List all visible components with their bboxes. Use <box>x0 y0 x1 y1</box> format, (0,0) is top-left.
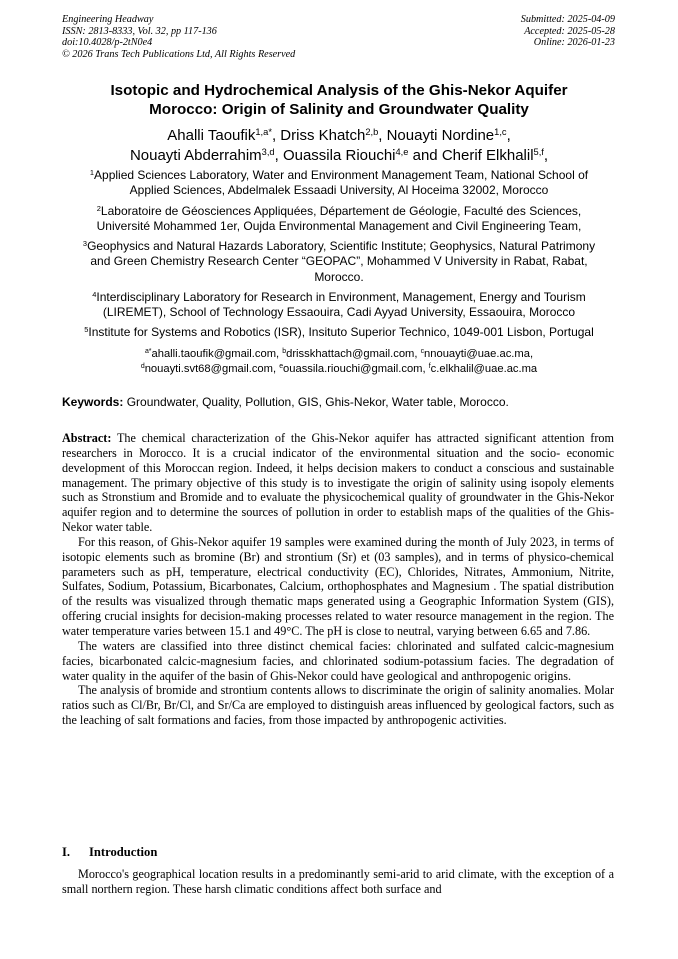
title-line: Morocco: Origin of Salinity and Groundwater Quality <box>149 101 529 118</box>
email-mark: f <box>428 362 431 370</box>
affiliation-line <box>66 290 612 305</box>
abstract-paragraph: The waters are classified into three distinct chemical facies: chlorinated and sulfated calcic-magnesium facies, bicarbonated calcic-magnesium facies, and chlorinated sodium-potassium facies. The degradation of water quality in the aquifer of the basin of Ghis-Nekor could have geological and anthropogenic origins. <box>62 638 614 683</box>
keywords-text: Groundwater, Quality, Pollution, GIS, Ghis-Nekor, Water table, Morocco. <box>123 395 509 409</box>
keywords-label: Keywords: <box>62 395 124 409</box>
email-mark: c <box>420 348 425 356</box>
affiliation-3 <box>66 239 612 285</box>
section-number: I. <box>62 845 71 859</box>
publication-dates <box>521 14 615 49</box>
author-name: Driss Khatch <box>280 127 366 144</box>
author-affiliation-mark: 1,c <box>494 126 507 137</box>
affiliation-line <box>66 325 612 340</box>
affiliation-line: Applied Sciences, Abdelmalek Essaadi University, Al Hoceima 32002, Morocco <box>129 183 549 198</box>
email-link[interactable]: drisskhattach@gmail.com <box>286 348 415 360</box>
author-affiliation-mark: 3,d <box>261 146 275 157</box>
email-mark: b <box>282 348 287 356</box>
email-line <box>60 347 618 362</box>
section-title: Introduction <box>89 845 158 859</box>
copyright-line: © 2026 Trans Tech Publications Ltd, All Rights Reserved <box>62 48 296 60</box>
email-separator: , <box>422 362 429 375</box>
affiliation-5 <box>66 325 612 340</box>
author-line <box>60 126 618 146</box>
author-separator: , <box>506 127 511 144</box>
accepted-date: Accepted: 2025-05-28 <box>524 25 615 37</box>
email-link[interactable]: ahalli.taoufik@gmail.com <box>151 348 277 360</box>
author-separator: , <box>543 147 549 164</box>
title-line: Isotopic and Hydrochemical Analysis of the Ghis-Nekor Aquifer <box>110 82 568 99</box>
author-affiliation-mark: 5,f <box>533 146 544 157</box>
affiliation-line: (LIREMET), School of Technology Essaouira, Cadi Ayyad University, Essaouira, Morocco <box>102 305 576 320</box>
email-separator: , <box>276 348 283 360</box>
submitted-date: Submitted: 2025-04-09 <box>520 14 615 25</box>
affiliation-line: and Green Chemistry Research Center “GEOPAC”, Mohammed V University in Rabat, Rabat, <box>90 254 588 269</box>
email-line <box>60 362 618 377</box>
keywords <box>62 395 509 410</box>
author-affiliation-mark: 1,a* <box>255 126 272 137</box>
email-link[interactable]: nouayti.svt68@gmail.com <box>144 362 273 375</box>
affiliation-line: Université Mohammed 1er, Oujda Environmental Management and Civil Engineering Team, <box>96 219 582 234</box>
paper-title <box>60 81 618 119</box>
affiliation-1 <box>66 168 612 199</box>
abstract-paragraph: The analysis of bromide and strontium contents allows to discriminate the origin of salinity anomalies. Molar ratios such as Cl/Br, Br/Cl, and Sr/Ca are employed to distinguish areas influenced by geological factors, such as the leaching of salt formations and facies, from those impacted by anthropogenic activities. <box>62 683 614 728</box>
email-separator: , <box>272 362 280 375</box>
abstract-text: The chemical characterization of the Ghis-Nekor aquifer has attracted significant attention from researchers in Morocco. It is a crucial indicator of the environmental situation and the socio- economic development of this Moroccan region. Indeed, it helps decision makers to conduct a conscious and sustainable management. The primary objective of this study is to investigate the origin of salinity using isopoly elements such as Stronstium and Bromide and to evaluate the physicochemical quality of groundwater in the Ghis-Nekor aquifer region and to determine the sources of pollution in order to establish maps of the qualities of the Ghis-Nekor water table. <box>62 431 614 535</box>
introduction-paragraph: Morocco's geographical location results in a predominantly semi-arid to arid climate, with the exception of a small northern region. These harsh climatic conditions affect both surface and <box>62 867 614 897</box>
abstract-label: Abstract: <box>62 431 112 445</box>
affiliation-number: 3 <box>82 238 88 248</box>
affiliation-line: Morocco. <box>314 269 364 284</box>
email-mark: e <box>279 362 284 370</box>
author-line <box>60 146 618 166</box>
affiliation-text: Laboratoire de Géosciences Appliquées, Département de Géologie, Faculté des Sciences, <box>100 204 582 218</box>
journal-name: Engineering Headway <box>62 14 154 25</box>
author-name: Ouassila Riouchi <box>282 147 396 164</box>
abstract-paragraph <box>62 431 614 535</box>
author-emails <box>60 347 618 377</box>
abstract <box>62 431 614 728</box>
affiliation-number: 1 <box>89 167 95 177</box>
author-name: Nouayti Abderrahim <box>129 147 262 164</box>
affiliation-text: Applied Sciences Laboratory, Water and Environment Management Team, National School of <box>94 168 589 182</box>
affiliation-4 <box>66 290 612 321</box>
email-link[interactable]: ouassila.riouchi@gmail.com <box>283 362 423 375</box>
affiliation-number: 4 <box>92 289 97 299</box>
online-date: Online: 2026-01-23 <box>533 37 615 49</box>
section-heading-introduction <box>62 845 157 860</box>
affiliation-number: 2 <box>96 203 101 213</box>
email-mark: d <box>140 362 145 370</box>
affiliation-number: 5 <box>84 324 89 334</box>
author-separator: , <box>271 127 281 144</box>
author-list <box>60 126 618 166</box>
email-mark: a* <box>144 348 152 356</box>
email-link[interactable]: c.elkhalil@uae.ac.ma <box>430 362 538 375</box>
author-name: Nouayti Nordine <box>386 127 495 144</box>
affiliation-text: Geophysics and Natural Hazards Laboratory, Scientific Institute; Geophysics, Natural Patrimony <box>87 239 596 253</box>
affiliation-line <box>66 204 612 219</box>
affiliation-text: Institute for Systems and Robotics (ISR), Insituto Superior Technico, 1049-001 Lisbon, Portugal <box>88 325 594 339</box>
affiliation-line <box>66 168 612 183</box>
abstract-paragraph: For this reason, of Ghis-Nekor aquifer 19 samples were examined during the month of July 2023, in terms of isotopic elements such as bromine (Br) and strontium (Sr) et (03 samples), and in terms of physico-chemical parameters such as pH, temperature, electrical conductivity (EC), Chlorides, Nitrates, Ammonium, Nitrite, Sulfates, Sodium, Potassium, Bicarbonates, Calcium, orthophosphates and Magnesium . The spatial distribution of the results was visualized through thematic maps generated using a Geographic Information System (GIS), offering crucial insights for decision-making processes related to water resource management in the region. The water temperature varies between 15.1 and 49°C. The pH is close to neutral, varying between 6.65 and 7.86. <box>62 534 614 638</box>
email-link[interactable]: nnouayti@uae.ac.ma <box>424 348 530 360</box>
author-separator: , <box>274 147 283 164</box>
issn-line: ISSN: 2813-8333, Vol. 32, pp 117-136 <box>62 25 217 37</box>
author-name: Ahalli Taoufik <box>167 127 256 144</box>
affiliation-text: Interdisciplinary Laboratory for Research in Environment, Management, Energy and Tourism <box>96 290 586 304</box>
affiliation-2 <box>66 204 612 235</box>
author-separator: , <box>378 127 387 144</box>
email-separator: , <box>529 348 534 360</box>
author-name: Cherif Elkhalil <box>441 147 534 164</box>
email-separator: , <box>414 348 421 360</box>
author-affiliation-mark: 4,e <box>395 146 409 157</box>
author-separator: and <box>408 147 442 164</box>
affiliation-line <box>66 239 612 254</box>
author-affiliation-mark: 2,b <box>365 126 379 137</box>
doi-link[interactable]: doi:10.4028/p-2tN0e4 <box>62 37 153 49</box>
journal-info <box>62 14 295 60</box>
